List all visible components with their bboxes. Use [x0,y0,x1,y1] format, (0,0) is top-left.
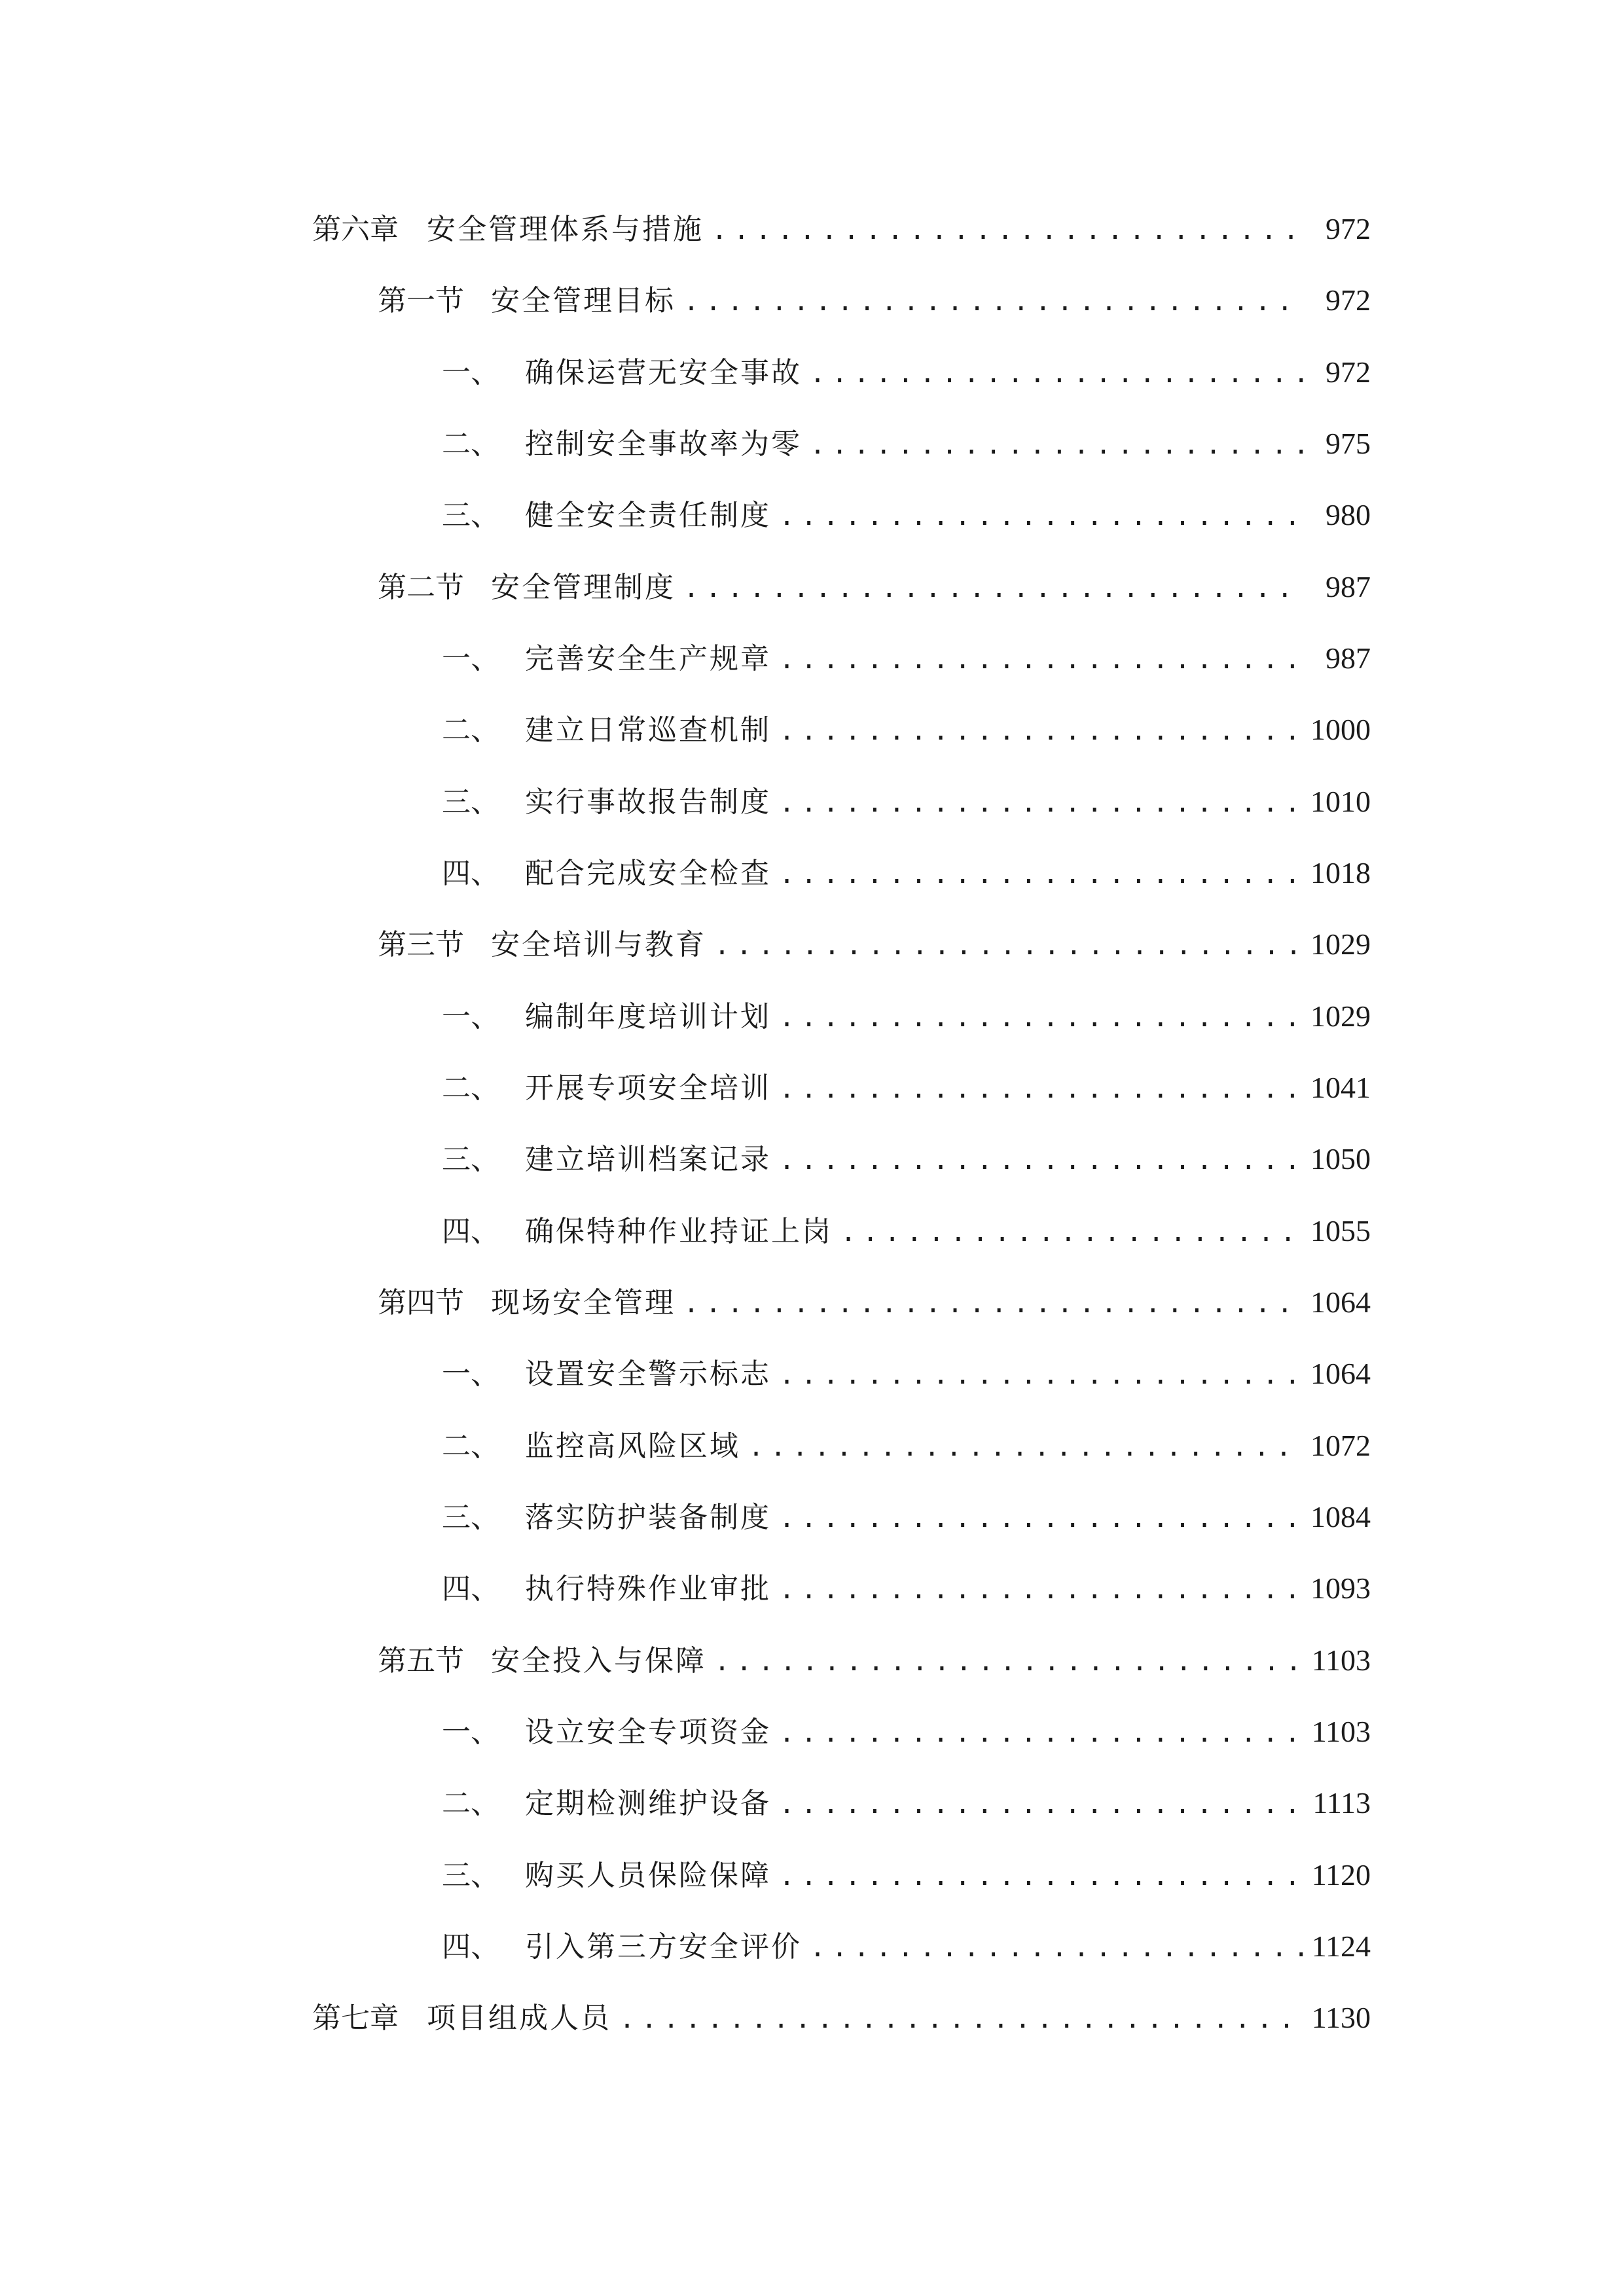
toc-entry-number: 三、 [442,1143,499,1176]
toc-entry-page: 987 [1326,570,1371,603]
toc-dot-leader [619,1995,1304,2043]
toc-entry-number: 第六章 [312,213,399,246]
toc-dot-leader [810,350,1304,398]
toc-entry-number: 二、 [442,1787,499,1820]
toc-entry-title: 项目组成人员 [427,2001,611,2035]
toc-entry-title: 设立安全专项资金 [525,1715,771,1749]
toc-entry-number: 一、 [442,356,499,389]
toc-entry-number: 三、 [442,785,499,819]
toc-entry-subsection[interactable] [442,1493,1371,1541]
toc-entry-number: 二、 [442,1071,499,1105]
toc-entry-title: 控制安全事故率为零 [525,427,802,461]
toc-dot-leader [748,1423,1303,1471]
toc-entry-subsection[interactable] [442,1135,1371,1183]
toc-dot-leader [779,1780,1304,1829]
toc-entry-page: 1029 [1310,999,1371,1033]
toc-dot-leader [779,1566,1303,1614]
toc-entry-number: 第一节 [378,284,464,317]
toc-entry-title: 完善安全生产规章 [525,642,771,675]
toc-entry-page: 1010 [1310,785,1371,818]
toc-entry-subsection[interactable] [442,491,1371,539]
toc-entry-number: 第四节 [378,1286,464,1319]
toc-entry-title: 监控高风险区域 [525,1429,740,1463]
toc-entry-subsection[interactable] [442,1922,1371,1971]
toc-entry-number: 第七章 [312,2001,399,2035]
toc-entry-title: 建立日常巡查机制 [525,713,771,747]
toc-entry-number: 一、 [442,1357,499,1391]
toc-entry-section[interactable] [378,563,1371,611]
toc-entry-subsection[interactable] [442,849,1371,897]
toc-dot-leader [779,994,1303,1042]
toc-dot-leader [779,707,1303,755]
toc-entry-title: 设置安全警示标志 [525,1357,771,1391]
toc-entry-page: 987 [1326,641,1371,675]
toc-dot-leader [712,206,1304,255]
toc-entry-number: 四、 [442,857,499,890]
toc-entry-title: 开展专项安全培训 [525,1071,771,1105]
toc-entry-page: 1103 [1311,1643,1371,1677]
toc-entry-number: 二、 [442,1429,499,1463]
toc-entry-number: 第三节 [378,928,464,961]
toc-entry-page: 1018 [1310,856,1371,889]
toc-entry-title: 执行特殊作业审批 [525,1572,771,1605]
toc-dot-leader [779,636,1304,684]
toc-entry-subsection[interactable] [442,1779,1371,1827]
toc-entry-title: 安全培训与教育 [491,928,706,961]
toc-entry-number: 一、 [442,1715,499,1749]
toc-entry-page: 1113 [1312,1786,1371,1820]
toc-entry-number: 第五节 [378,1644,464,1677]
toc-dot-leader [779,1852,1304,1901]
toc-dot-leader [683,1280,1303,1328]
toc-dot-leader [683,564,1304,613]
toc-entry-chapter[interactable] [312,1994,1371,2042]
toc-dot-leader [683,278,1304,326]
toc-entry-subsection[interactable] [442,348,1371,397]
toc-entry-page: 972 [1326,283,1371,317]
toc-entry-chapter[interactable] [312,205,1371,253]
toc-entry-number: 一、 [442,642,499,675]
toc-entry-subsection[interactable] [442,1564,1371,1613]
toc-entry-title: 配合完成安全检查 [525,857,771,890]
toc-entry-title: 落实防护装备制度 [525,1501,771,1534]
toc-entry-subsection[interactable] [442,1851,1371,1899]
toc-entry-title: 确保运营无安全事故 [525,356,802,389]
toc-entry-number: 三、 [442,1501,499,1534]
toc-entry-number: 二、 [442,713,499,747]
toc-entry-subsection[interactable] [442,1207,1371,1255]
toc-entry-section[interactable] [378,1278,1371,1327]
toc-entry-page: 1041 [1310,1071,1371,1104]
toc-dot-leader [779,1494,1303,1543]
toc-entry-page: 1103 [1311,1715,1371,1748]
toc-dot-leader [810,1924,1304,1972]
toc-entry-page: 975 [1326,427,1371,460]
toc-entry-page: 1130 [1311,2001,1371,2034]
toc-dot-leader [779,1709,1304,1757]
toc-entry-title: 定期检测维护设备 [525,1787,771,1820]
toc-entry-title: 安全管理目标 [491,284,676,317]
toc-entry-page: 1000 [1310,713,1371,746]
toc-dot-leader [779,850,1303,899]
toc-entry-subsection[interactable] [442,1708,1371,1756]
toc-entry-title: 建立培训档案记录 [525,1143,771,1176]
toc-entry-page: 1124 [1311,1929,1371,1963]
toc-entry-page: 1120 [1311,1858,1371,1892]
toc-entry-title: 引入第三方安全评价 [525,1930,802,1964]
toc-dot-leader [714,922,1303,970]
toc-entry-section[interactable] [378,276,1371,325]
toc-entry-title: 编制年度培训计划 [525,1000,771,1033]
toc-dot-leader [779,1065,1303,1113]
toc-entry-title: 购买人员保险保障 [525,1859,771,1892]
toc-entry-page: 980 [1326,498,1371,531]
toc-dot-leader [810,421,1304,469]
toc-entry-number: 四、 [442,1572,499,1605]
toc-entry-number: 四、 [442,1215,499,1248]
toc-entry-page: 1029 [1310,927,1371,961]
toc-entry-page: 1064 [1310,1357,1371,1390]
toc-dot-leader [840,1208,1303,1257]
toc-entry-section[interactable] [378,920,1371,969]
toc-entry-subsection[interactable] [442,1422,1371,1470]
toc-dot-leader [779,1351,1303,1399]
toc-entry-page: 972 [1326,355,1371,389]
toc-entry-subsection[interactable] [442,778,1371,826]
toc-entry-number: 第二节 [378,571,464,604]
toc-entry-subsection[interactable] [442,992,1371,1041]
toc-dot-leader [779,1136,1303,1185]
toc-entry-subsection[interactable] [442,420,1371,468]
toc-entry-page: 1084 [1310,1500,1371,1534]
toc-entry-number: 四、 [442,1930,499,1964]
toc-entry-page: 1050 [1310,1142,1371,1175]
toc-dot-leader [714,1638,1304,1686]
toc-entry-number: 三、 [442,1859,499,1892]
toc-entry-subsection[interactable] [442,1064,1371,1112]
toc-entry-title: 现场安全管理 [491,1286,676,1319]
toc-entry-section[interactable] [378,1636,1371,1685]
toc-entry-subsection[interactable] [442,634,1371,683]
toc-entry-title: 安全投入与保障 [491,1644,706,1677]
toc-entry-page: 972 [1326,212,1371,245]
toc-entry-page: 1055 [1310,1214,1371,1247]
toc-entry-page: 1064 [1310,1285,1371,1319]
toc-entry-number: 三、 [442,499,499,532]
toc-dot-leader [779,779,1303,827]
toc-entry-title: 健全安全责任制度 [525,499,771,532]
toc-entry-title: 实行事故报告制度 [525,785,771,819]
toc-entry-subsection[interactable] [442,1350,1371,1398]
toc-entry-title: 安全管理制度 [491,571,676,604]
toc-entry-title: 安全管理体系与措施 [427,213,704,246]
toc-entry-number: 二、 [442,427,499,461]
toc-entry-page: 1072 [1310,1429,1371,1462]
toc-entry-title: 确保特种作业持证上岗 [525,1215,833,1248]
toc-entry-number: 一、 [442,1000,499,1033]
toc-entry-subsection[interactable] [442,706,1371,754]
toc-entry-page: 1093 [1310,1571,1371,1605]
toc-dot-leader [779,492,1304,541]
